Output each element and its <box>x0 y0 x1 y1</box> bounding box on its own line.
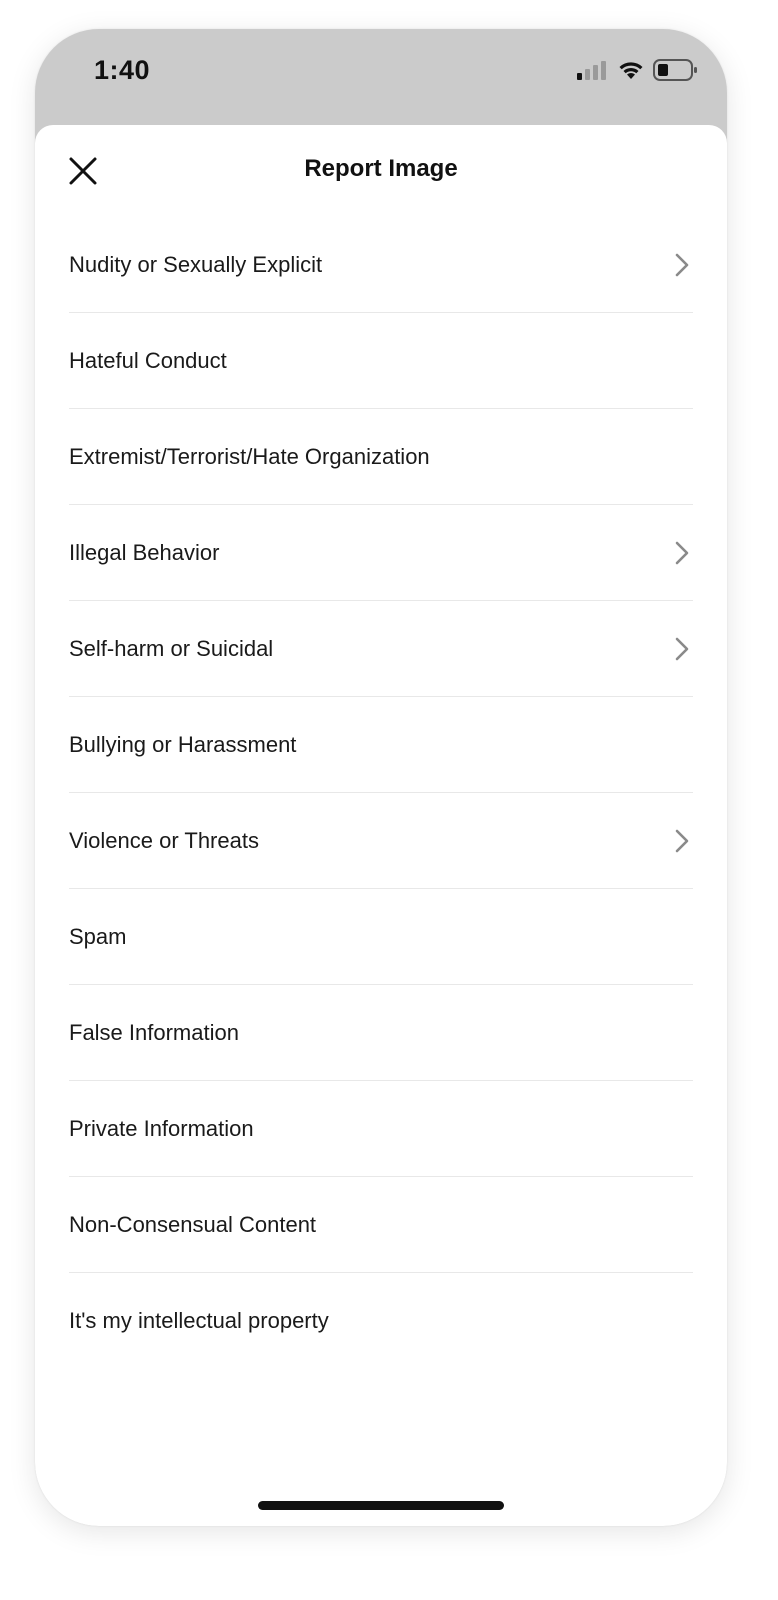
report-reason-label: Non-Consensual Content <box>69 1211 317 1237</box>
report-reason-item[interactable] <box>69 601 693 697</box>
report-reason-label: Illegal Behavior <box>69 539 220 565</box>
report-reason-item[interactable] <box>69 889 693 985</box>
report-reason-item[interactable] <box>69 313 693 409</box>
report-reason-label: It's my intellectual property <box>69 1307 329 1333</box>
status-icons <box>577 59 699 86</box>
sheet-header <box>35 125 727 217</box>
page-title: Report Image <box>304 155 458 182</box>
report-reason-label: Nudity or Sexually Explicit <box>69 251 323 277</box>
report-reason-label: Hateful Conduct <box>69 347 227 373</box>
cellular-signal-icon <box>577 60 609 85</box>
chevron-right-icon <box>673 539 691 567</box>
phone-frame <box>35 29 727 1526</box>
report-reason-item[interactable] <box>69 1273 693 1368</box>
report-reason-item[interactable] <box>69 1177 693 1273</box>
chevron-right-icon <box>673 635 691 663</box>
report-reason-item[interactable] <box>69 985 693 1081</box>
report-reason-label: Private Information <box>69 1115 254 1141</box>
home-indicator[interactable] <box>258 1501 504 1510</box>
status-bar <box>35 29 727 125</box>
wifi-icon <box>617 59 645 86</box>
report-reason-label: Self-harm or Suicidal <box>69 635 274 661</box>
report-reason-item[interactable] <box>69 793 693 889</box>
report-reason-label: False Information <box>69 1019 239 1045</box>
report-reason-label: Spam <box>69 923 127 949</box>
report-reason-item[interactable] <box>69 697 693 793</box>
report-reason-list <box>69 217 693 1368</box>
report-reason-label: Bullying or Harassment <box>69 731 297 757</box>
report-reason-item[interactable] <box>69 1081 693 1177</box>
report-reason-item[interactable] <box>69 409 693 505</box>
status-time: 1:40 <box>94 55 151 85</box>
battery-icon <box>653 59 699 86</box>
chevron-right-icon <box>673 827 691 855</box>
report-sheet <box>35 125 727 1526</box>
report-reason-label: Extremist/Terrorist/Hate Organization <box>69 443 430 469</box>
report-reason-item[interactable] <box>69 217 693 313</box>
report-reason-item[interactable] <box>69 505 693 601</box>
chevron-right-icon <box>673 251 691 279</box>
report-reason-label: Violence or Threats <box>69 827 259 853</box>
